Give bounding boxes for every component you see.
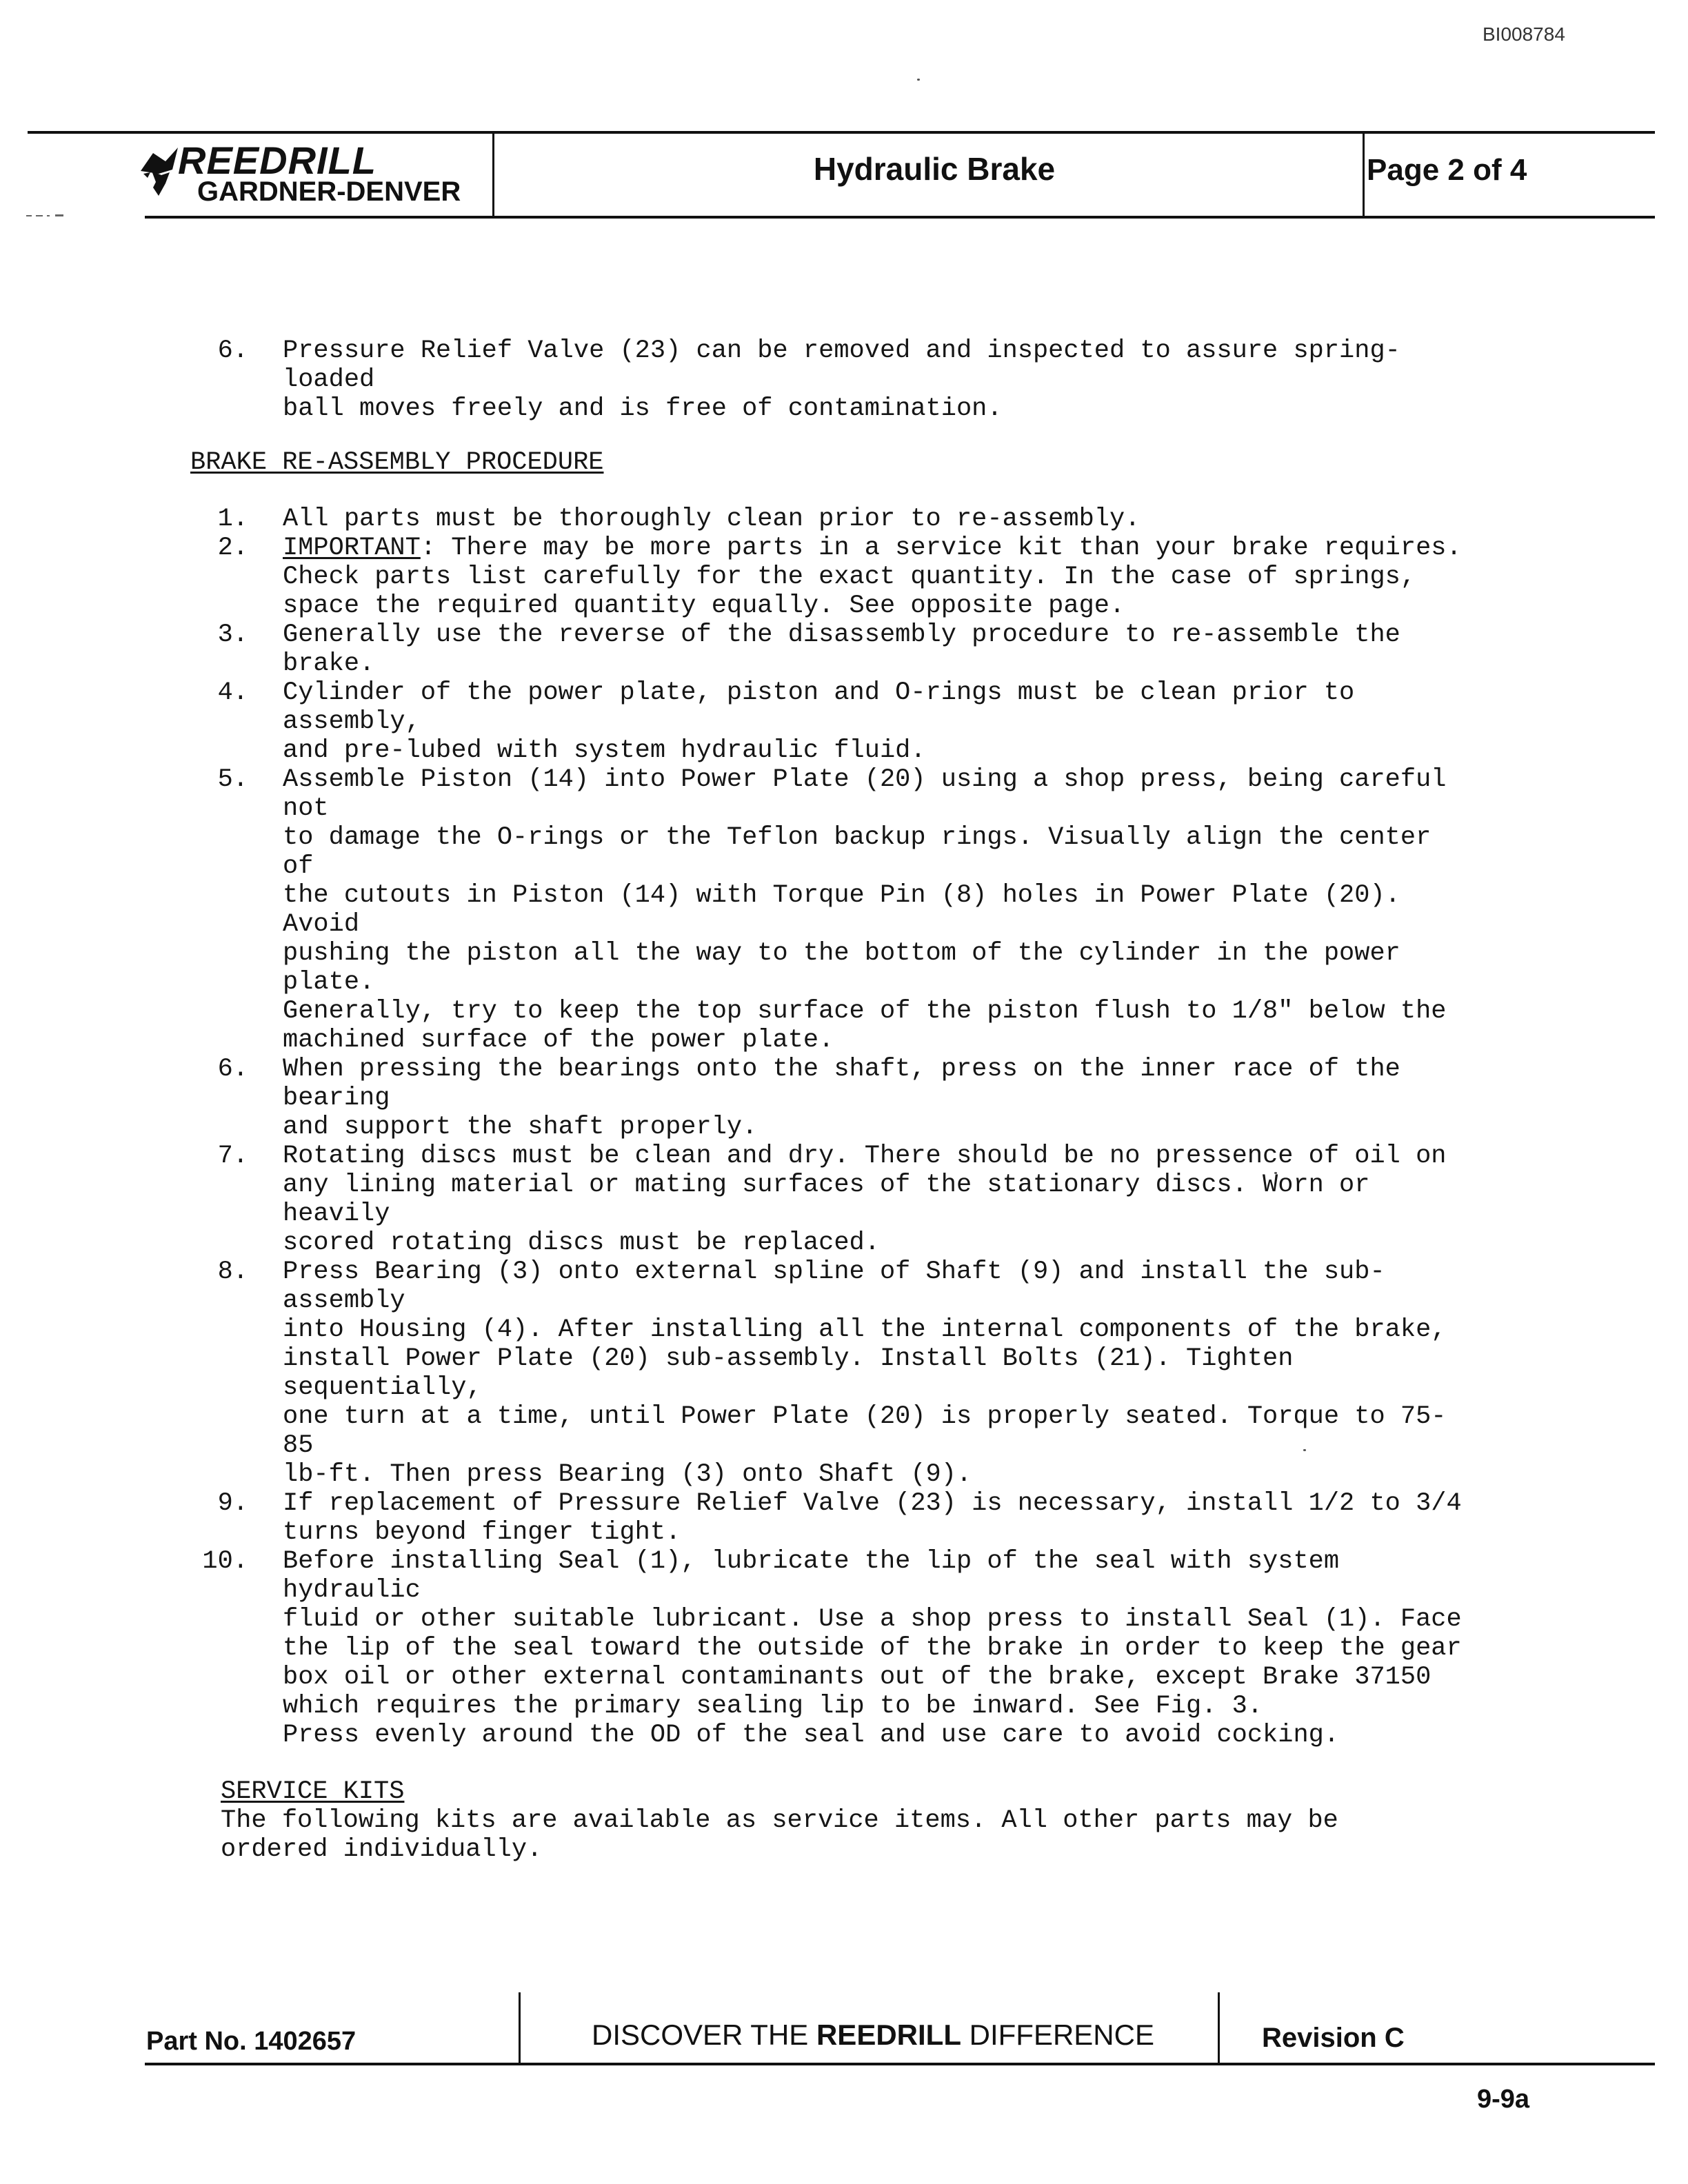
item-line: If replacement of Pressure Relief Valve (23) is necessary, install 1/2 to 3/4 — [283, 1489, 1462, 1518]
footer-divider — [519, 1992, 521, 2064]
item-number: 3. — [217, 620, 248, 649]
service-kits-line: ordered individually. — [221, 1835, 543, 1864]
header-bottom-rule — [145, 216, 1655, 219]
item-line: any lining material or mating surfaces of the stationary discs. Worn or heavily — [283, 1171, 1370, 1228]
item-line: fluid or other suitable lubricant. Use a shop press to install Seal (1). Face — [283, 1605, 1462, 1634]
item-line: one turn at a time, until Power Plate (20) is properly seated. Torque to 75-85 — [283, 1402, 1447, 1460]
item-line: machined surface of the power plate. — [283, 1026, 834, 1055]
item-number: 2. — [217, 534, 248, 563]
list-item — [186, 1489, 1469, 1547]
item-line: Before installing Seal (1), lubricate the lip of the seal with system hydraulic — [283, 1547, 1340, 1605]
list-item — [186, 534, 1469, 620]
list-item — [186, 1257, 1469, 1489]
header-divider — [492, 132, 494, 218]
document-title: Hydraulic Brake — [813, 151, 1056, 187]
footer-rule — [145, 2063, 1655, 2065]
item-number: 9. — [217, 1489, 248, 1518]
list-item — [186, 678, 1469, 765]
item-line: Pressure Relief Valve (23) can be removed and inspected to assure spring-loaded — [283, 336, 1400, 394]
item-line: which requires the primary sealing lip to be inward. See Fig. 3. — [283, 1692, 1263, 1721]
logo-brand-top: REEDRILL — [178, 139, 376, 182]
item-line: the lip of the seal toward the outside of the brake in order to keep the gear — [283, 1634, 1462, 1663]
item-line: Cylinder of the power plate, piston and O-rings must be clean prior to assembly, — [283, 678, 1355, 736]
item-number: 6. — [217, 1055, 248, 1084]
list-item — [186, 1055, 1469, 1142]
logo-brand-bottom: GARDNER-DENVER — [197, 176, 461, 207]
header-top-rule — [28, 131, 1655, 134]
item-line: Check parts list carefully for the exact quantity. In the case of springs, — [283, 563, 1416, 592]
item-number: 10. — [202, 1547, 248, 1576]
item-number: 8. — [217, 1257, 248, 1286]
item-line: to damage the O-rings or the Teflon backup rings. Visually align the center of — [283, 823, 1431, 881]
service-kits-line: The following kits are available as service items. All other parts may be — [221, 1806, 1338, 1835]
item-line: All parts must be thoroughly clean prior to re-assembly. — [283, 505, 1141, 534]
page-indicator: Page 2 of 4 — [1367, 153, 1527, 187]
item-line: install Power Plate (20) sub-assembly. Install Bolts (21). Tighten sequentially, — [283, 1344, 1294, 1402]
slogan-brand: REEDRILL — [816, 2019, 961, 2051]
item-line: lb-ft. Then press Bearing (3) onto Shaft (9). — [283, 1460, 972, 1489]
document-id: BI008784 — [1483, 23, 1565, 45]
revision-label: Revision C — [1262, 2023, 1405, 2053]
item-line: Assemble Piston (14) into Power Plate (20) using a shop press, being careful not — [283, 765, 1447, 823]
item-line: into Housing (4). After installing all the internal components of the brake, — [283, 1315, 1447, 1344]
reedrill-logo — [138, 138, 490, 214]
item-line: ball moves freely and is free of contamination. — [283, 394, 1003, 423]
margin-mark — [26, 214, 74, 218]
scan-speck — [917, 79, 920, 81]
item-line: and support the shaft properly. — [283, 1113, 758, 1142]
item-number: 7. — [217, 1142, 248, 1171]
item-number: 5. — [217, 765, 248, 794]
item-line: box oil or other external contaminants out of the brake, except Brake 37150 — [283, 1663, 1431, 1692]
item-line: space the required quantity equally. See opposite page. — [283, 592, 1125, 620]
item-line: turns beyond finger tight. — [283, 1518, 681, 1547]
slogan-post: DIFFERENCE — [961, 2019, 1154, 2051]
item-number: 1. — [217, 505, 248, 534]
item-line: When pressing the bearings onto the shaft, press on the inner race of the bearing — [283, 1055, 1400, 1113]
item-line: and pre-lubed with system hydraulic fluid. — [283, 736, 926, 765]
list-item — [186, 1142, 1469, 1257]
page-number: 9-9a — [1477, 2085, 1530, 2114]
list-item — [186, 505, 1469, 534]
item-number: 4. — [217, 678, 248, 707]
list-item — [186, 620, 1469, 678]
item-line: Generally use the reverse of the disassembly procedure to re-assemble the brake. — [283, 620, 1400, 678]
item-line: the cutouts in Piston (14) with Torque Pin (8) holes in Power Plate (20). Avoid — [283, 881, 1400, 939]
item-line: Press evenly around the OD of the seal and use care to avoid cocking. — [283, 1721, 1340, 1750]
part-number: Part No. 1402657 — [146, 2027, 356, 2056]
slogan-pre: DISCOVER THE — [592, 2019, 816, 2051]
section-heading: BRAKE RE-ASSEMBLY PROCEDURE — [190, 448, 604, 477]
service-kits-heading: SERVICE KITS — [221, 1777, 405, 1806]
item-number: 6. — [217, 336, 248, 365]
important-label: IMPORTANT — [283, 534, 421, 563]
item-line: Generally, try to keep the top surface of the piston flush to 1/8" below the — [283, 997, 1447, 1026]
service-kits-section — [221, 1777, 1469, 1864]
item-line: pushing the piston all the way to the bottom of the cylinder in the power plate. — [283, 939, 1400, 997]
item-line: scored rotating discs must be replaced. — [283, 1228, 880, 1257]
item-line: Press Bearing (3) onto external spline of Shaft (9) and install the sub-assembly — [283, 1257, 1385, 1315]
item-line: : There may be more parts in a service kit than your brake requires. — [420, 534, 1462, 563]
list-item — [186, 1547, 1469, 1750]
footer-slogan — [521, 2019, 1225, 2052]
list-item — [186, 765, 1469, 1055]
document-body — [186, 336, 1469, 1864]
list-item — [186, 336, 1469, 423]
item-line: Rotating discs must be clean and dry. There should be no pressence of oil on — [283, 1142, 1447, 1171]
